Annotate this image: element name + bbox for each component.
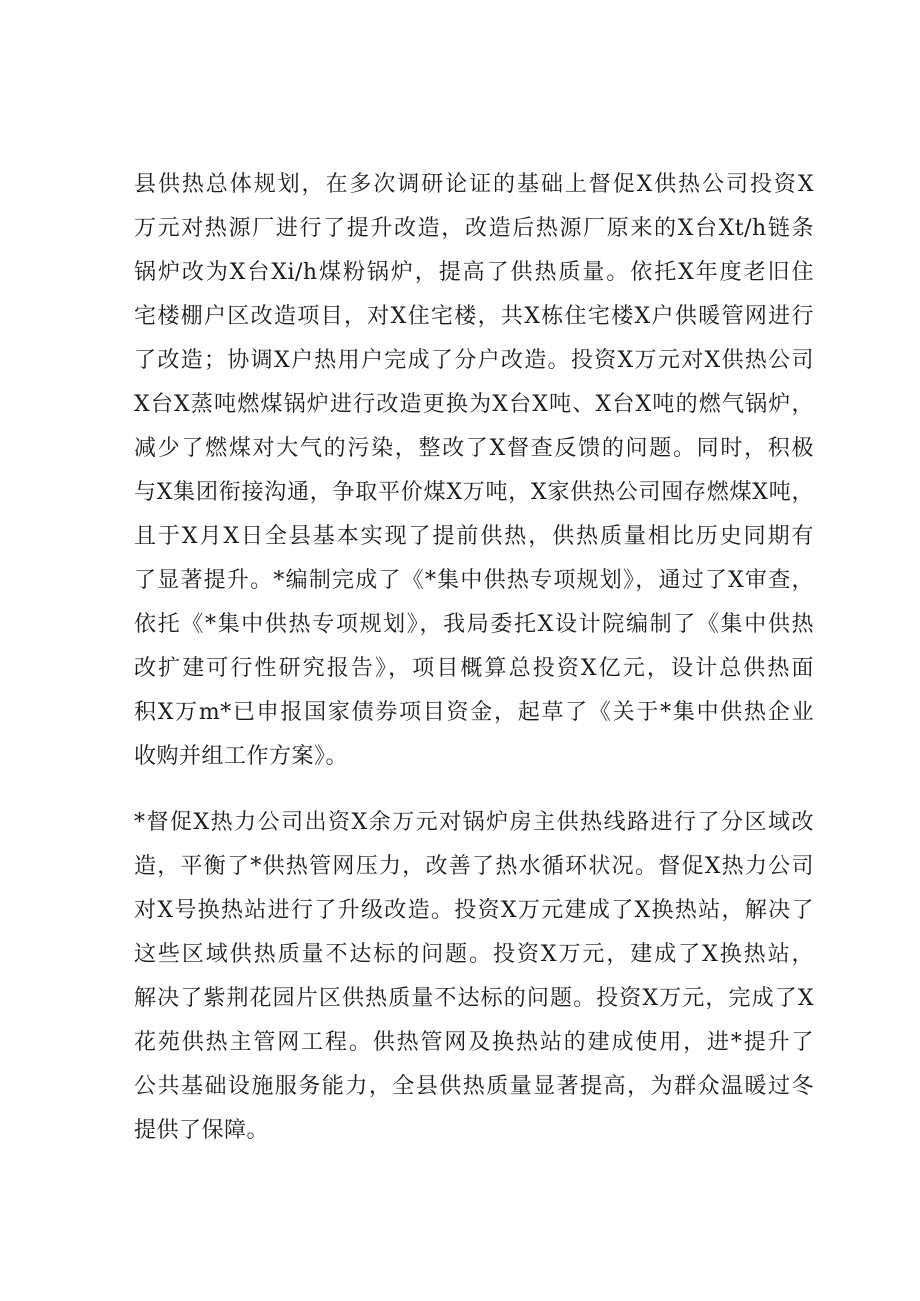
paragraph-1-line-12: 改扩建可行性研究报告》，项目概算总投资X亿元，设计总供热面 [134,656,814,681]
paragraph-1-line-11: 依托《*集中供热专项规划》，我局委托X设计院编制了《集中供热 [134,612,814,637]
paragraph-2-line-4: 这些区域供热质量不达标的问题。投资X万元，建成了X换热站， [134,942,814,967]
paragraph-1-line-14: 收购并组工作方案》。 [134,744,349,769]
paragraph-2-line-6: 花苑供热主管网工程。供热管网及换热站的建成使用，进*提升了 [134,1030,814,1055]
paragraph-2-line-2: 造，平衡了*供热管网压力，改善了热水循环状况。督促X热力公司 [134,854,814,879]
paragraph-1-line-7: 减少了燃煤对大气的污染，整改了X督查反馈的问题。同时，积极 [134,436,814,461]
paragraph-1-line-10: 了显著提升。*编制完成了《*集中供热专项规划》，通过了X审查， [134,568,814,593]
paragraph-1-line-4: 宅楼棚户区改造项目，对X住宅楼，共X栋住宅楼X户供暖管网进行 [134,304,814,329]
paragraph-2-line-7: 公共基础设施服务能力，全县供热质量显著提高，为群众温暖过冬 [134,1074,814,1099]
paragraph-1-line-9: 且于X月X日全县基本实现了提前供热，供热质量相比历史同期有 [134,524,814,549]
paragraph-2-line-1: *督促X热力公司出资X余万元对锅炉房主供热线路进行了分区域改 [134,810,814,835]
paragraph-1-line-6: X台X蒸吨燃煤锅炉进行改造更换为X台X吨、X台X吨的燃气锅炉， [134,392,814,417]
paragraph-2-line-8: 提供了保障。 [134,1118,270,1143]
paragraph-2-line-5: 解决了紫荆花园片区供热质量不达标的问题。投资X万元，完成了X [134,986,814,1011]
paragraph-1-line-8: 与X集团衔接沟通，争取平价煤X万吨，X家供热公司囤存燃煤X吨， [134,480,814,505]
paragraph-1-line-13: 积X万m*已申报国家债券项目资金，起草了《关于*集中供热企业 [134,700,814,725]
paragraph-1-line-5: 了改造；协调X户热用户完成了分户改造。投资X万元对X供热公司 [134,348,814,373]
paragraph-1-line-1: 县供热总体规划，在多次调研论证的基础上督促X供热公司投资X [134,172,814,197]
paragraph-1-line-3: 锅炉改为X台Xi/h煤粉锅炉，提高了供热质量。依托X年度老旧住 [134,260,814,285]
paragraph-2-line-3: 对X号换热站进行了升级改造。投资X万元建成了X换热站，解决了 [134,898,814,923]
paragraph-1-line-2: 万元对热源厂进行了提升改造，改造后热源厂原来的X台Xt/h链条 [134,216,814,241]
